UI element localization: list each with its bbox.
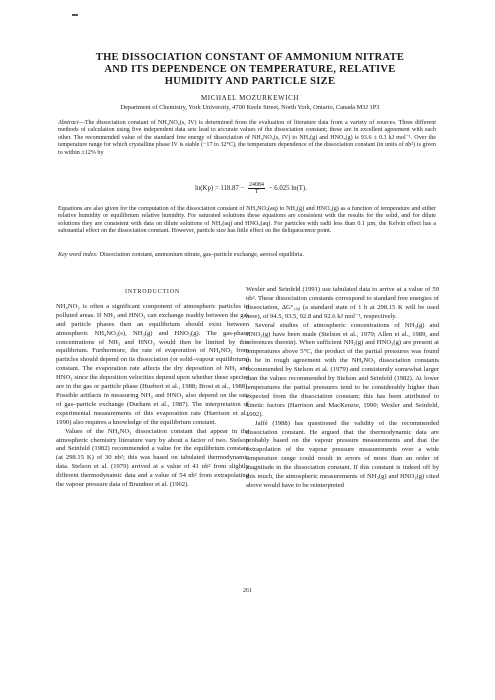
equation-fraction (248, 182, 265, 195)
equation-denominator: T (254, 189, 259, 195)
abstract-continued: Equations are also given for the computation of the dissociation constant of NH₄NO₃(aq) to NH₃(g) and HNO₃(g) as a function of temperature and either relative humidity or equilibrium relative humidity. For saturated solutions these equations are consistent with the results for the solid, and for dilute solutions they are consistent with data on dilute solutions of NH₃(aq) and HNO₃(aq). For particles with radii less than 0.1 µm, the Kelvin effect has a substantial effect on the dissociation constant. However, particle size has little effect on the deliquescence point. (58, 206, 436, 235)
article-title (50, 52, 450, 88)
right-paragraph-1: Wexler and Seinfeld (1991) use tabulated data to arrive at a value of 59 nb². These dissociation constants correspond to standard free energies of dissociation, ΔG°₂₉₈ (a standard state of 1 b at 298.15 K will be used here), of 94.5, 93.5, 92.8 and 92.6 kJ mol⁻¹, respectively. (246, 286, 439, 320)
right-paragraph-2: Several studies of atmospheric concentrations of NH₃(g) and HNO₃(g) have been made (Stelson et al., 1979; Allen et al., 1989, and references therein). When sufficient NH₃(g) and HNO₃(g) are present at temperatures above 5°C, the product of the partial pressures was found to be in rough agreement with the NH₄NO₃ dissociation constants recommended by Stelson et al. (1979) and consistently somewhat larger than the values recommended by Stelson and Seinfeld (1982). At lower temperatures the partial pressures tend to be considerably higher than expected from the dissociation constant; this has been attributed to kinetic factors (Harrison and MacKenzie, 1990; Wexler and Seinfeld, 1992). (246, 321, 439, 418)
equation-lhs: ln(Kp) = 118.87 − (195, 185, 245, 193)
dissociation-equation (195, 182, 395, 195)
abstract (58, 120, 436, 157)
left-paragraph-1: NH₄NO₃ is often a significant component of atmospheric particles in polluted areas. If NH₃ and HNO₃ can exchange readily between the gas and particle phases then an equilibrium should exist between atmospheric NH₄NO₃(s), NH₃(g) and HNO₃(g). The gas-phase concentrations of NH₃ and HNO₃ would then be limited by this equilibrium. Furthermore, the rate of evaporation of NH₄NO₃ from particles should depend on its dissociation (or solid–vapour equilibrium) constant. The evaporation rate affects the dry deposition of NH₃ and HNO₃ since the deposition velocities depend upon whether these species are in the gas or particle phase (Huebert et al., 1988; Brost et al., 1988). Possible artifacts in measuring NH₃ and HNO₃ also depend on the rate of gas–particle exchange (Durham et al., 1987). The interpretation of experimental measurements of this evaporation rate (Harrison et al., 1990) also requires a knowledge of the equilibrium constant. (56, 302, 249, 426)
author-name: MICHAEL MOZURKEWICH (200, 94, 300, 102)
equation-rhs: − 6.025 ln(T). (268, 185, 307, 193)
scan-speck (72, 14, 78, 16)
keywords-text: Dissociation constant, ammonium nitrate, gas–particle exchange, aerosol equilibria. (99, 252, 304, 258)
abstract-label: Abstract (58, 120, 79, 126)
title-line-3: HUMIDITY AND PARTICLE SIZE (164, 76, 336, 87)
title-line-2: AND ITS DEPENDENCE ON TEMPERATURE, RELATIVE (104, 64, 396, 75)
page-number: 261 (243, 588, 252, 594)
abstract-text: —The dissociation constant of NH₄NO₃(s, IV) is determined from the evaluation of literature data from a variety of sources. Three different methods of calculation using five independent data sets lead to accurate values of the dissociation constant; these are in excellent agreement with each other. The recommended value of the standard free energy of dissociation of NH₄NO₃(s, IV) to NH₃(g) and HNO₃(g) is 93.6 ± 0.3 kJ mol⁻¹. Over the temperature range for which crystalline phase IV is stable (−17 to 32°C), the temperature dependence of the dissociation constant (in units of nb²) is given to within ±12% by (58, 120, 436, 156)
equation-numerator: 24084 (249, 182, 265, 188)
keywords (58, 252, 436, 258)
right-column (246, 286, 439, 491)
keywords-label: Key word index: (58, 252, 99, 258)
left-column (56, 288, 249, 490)
author-affiliation: Department of Chemistry, York University, 4700 Keele Street, North York, Ontario, Canada M3J 1P3 (120, 104, 380, 111)
title-line-1: THE DISSOCIATION CONSTANT OF AMMONIUM NITRATE (95, 52, 405, 63)
section-heading-introduction: INTRODUCTION (125, 289, 180, 295)
left-paragraph-2: Values of the NH₄NO₃ dissociation constant that appear in the atmospheric chemistry literature vary by about a factor of two. Stelson and Seinfeld (1982) recommended a value for the equilibrium constant (at 298.15 K) of 30 nb²; this was based on tabulated thermodynamic data. Stelson et al. (1979) arrived at a value of 41 nb² from slightly different thermodynamic data and a value of 54 nb² from extrapolating the vapour pressure data of Brandner et al. (1962). (56, 427, 249, 489)
right-paragraph-3: Jaffé (1988) has questioned the validity of the recommended dissociation constant. He argued that the thermodynamic data are probably based on the vapour pressure measurements and that the extrapolation of the vapour pressure measurements over a wide temperature range could result in errors of more than an order of magnitude in the dissociation constant. If this constant is indeed off by this much, the atmospheric measurements of NH₃(g) and HNO₃(g) cited above would have to be reinterpreted (246, 419, 439, 489)
